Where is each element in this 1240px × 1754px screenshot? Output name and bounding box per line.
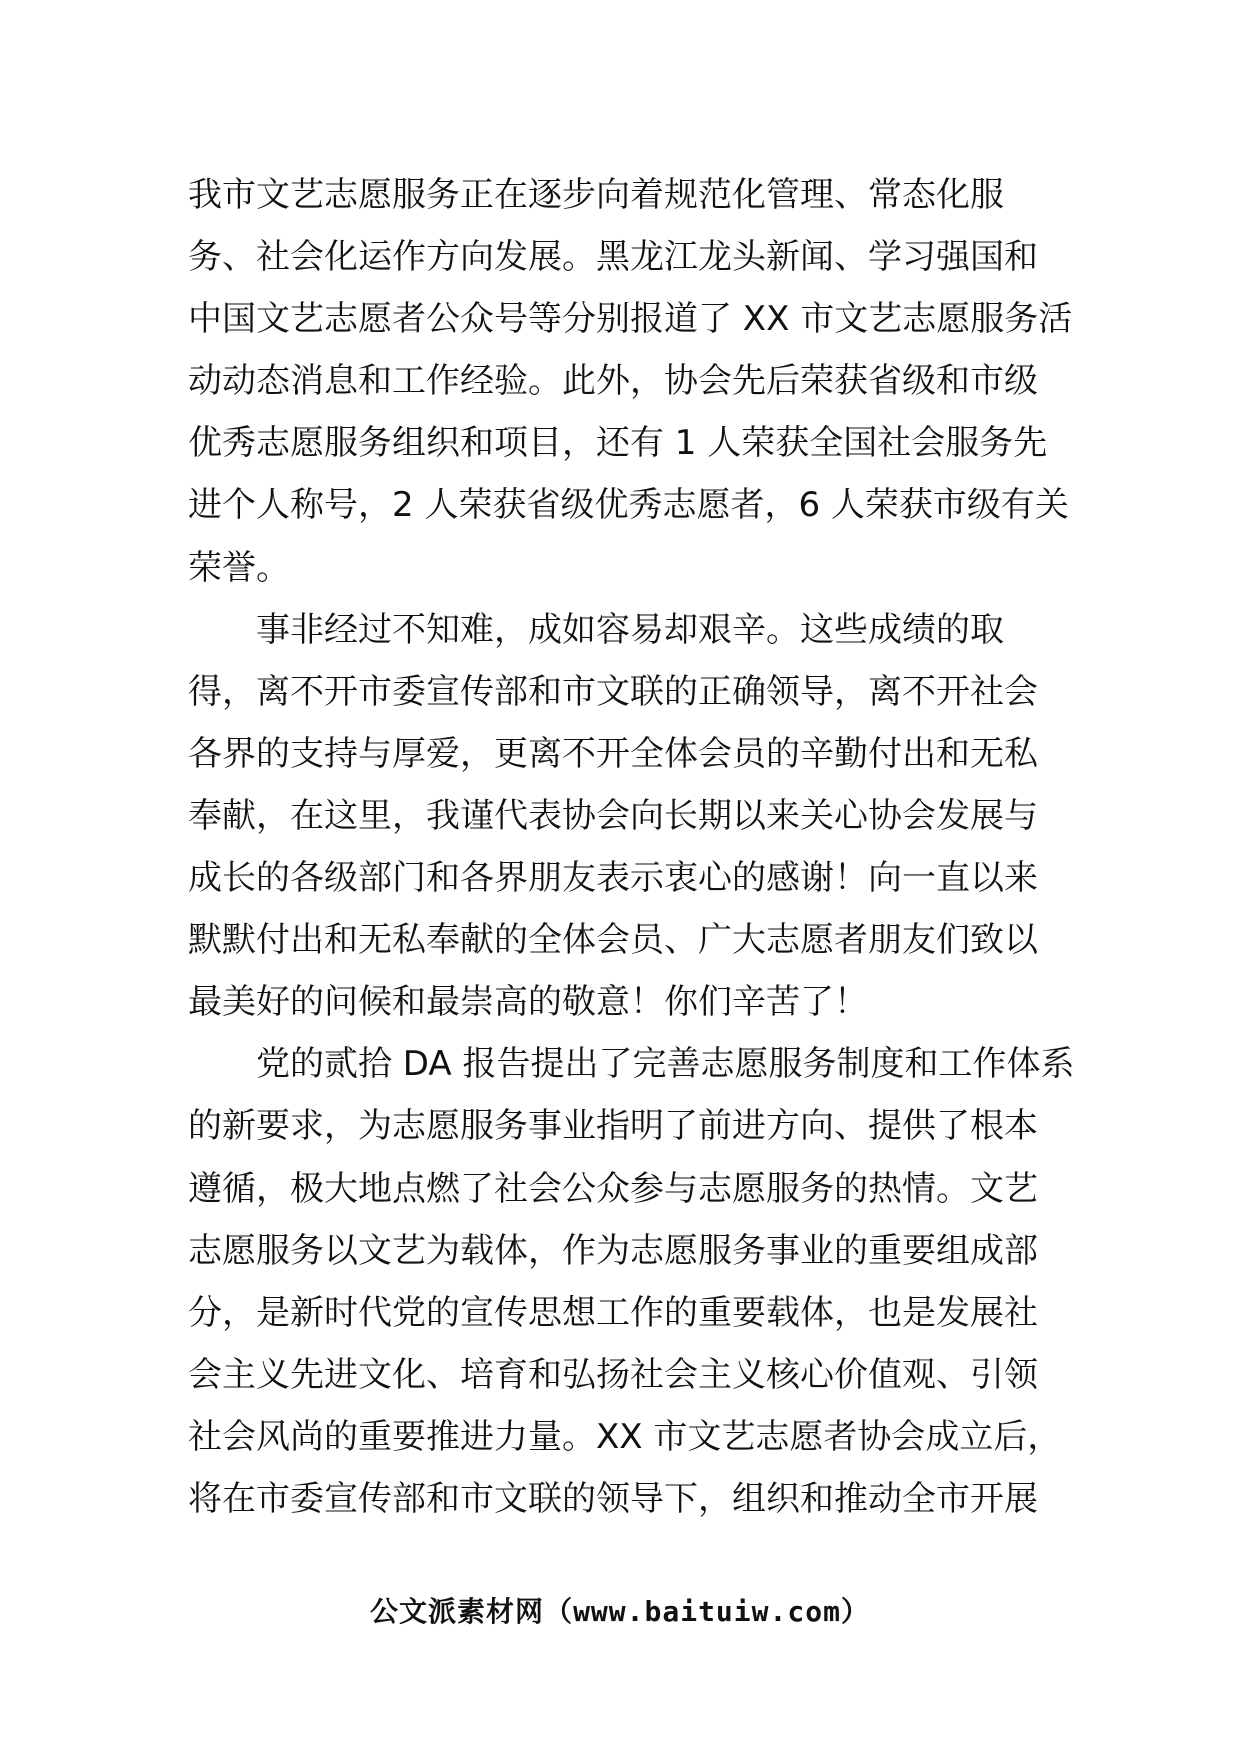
text-line: 务、社会化运作方向发展。黑龙江龙头新闻、学习强国和 bbox=[188, 237, 1038, 278]
text-line: 最美好的问候和最崇高的敬意！你们辛苦了！ bbox=[188, 982, 868, 1023]
text-line: 将在市委宣传部和市文联的领导下，组织和推动全市开展 bbox=[188, 1478, 1038, 1519]
text-line: 我市文艺志愿服务正在逐步向着规范化管理、常态化服 bbox=[188, 175, 1004, 215]
footer-site-url: （www.baituiw.com） bbox=[544, 1595, 870, 1628]
text-line: 志愿服务以文艺为载体，作为志愿服务事业的重要组成部 bbox=[188, 1230, 1038, 1271]
text-line: 各界的支持与厚爱，更离不开全体会员的辛勤付出和无私 bbox=[188, 733, 1038, 774]
text-line: 得，离不开市委宣传部和市文联的正确领导，离不开社会 bbox=[188, 671, 1038, 712]
text-line: 中国文艺志愿者公众号等分别报道了 XX 市文艺志愿服务活 bbox=[188, 299, 1073, 340]
text-line: 奉献，在这里，我谨代表协会向长期以来关心协会发展与 bbox=[188, 795, 1038, 836]
paragraph-first-line: 党的贰拾 DA 报告提出了完善志愿服务制度和工作体系 bbox=[256, 1044, 1075, 1085]
text-line: 优秀志愿服务组织和项目，还有 1 人荣获全国社会服务先 bbox=[188, 423, 1048, 464]
document-body bbox=[188, 164, 1075, 1530]
text-line: 默默付出和无私奉献的全体会员、广大志愿者朋友们致以 bbox=[188, 920, 1038, 961]
paragraph-first-line: 事非经过不知难，成如容易却艰辛。这些成绩的取 bbox=[256, 609, 1004, 650]
text-line: 的新要求，为志愿服务事业指明了前进方向、提供了根本 bbox=[188, 1106, 1038, 1147]
text-line: 荣誉。 bbox=[188, 547, 290, 588]
text-line: 成长的各级部门和各界朋友表示衷心的感谢！向一直以来 bbox=[188, 858, 1038, 899]
page-footer-watermark bbox=[0, 1590, 1240, 1630]
text-line: 遵循，极大地点燃了社会公众参与志愿服务的热情。文艺 bbox=[188, 1168, 1038, 1209]
footer-site-name: 公文派素材网 bbox=[370, 1595, 545, 1628]
text-line: 进个人称号，2 人荣获省级优秀志愿者，6 人荣获市级有关 bbox=[188, 485, 1069, 526]
text-line: 动动态消息和工作经验。此外，协会先后荣获省级和市级 bbox=[188, 361, 1038, 402]
text-line: 会主义先进文化、培育和弘扬社会主义核心价值观、引领 bbox=[188, 1354, 1038, 1395]
text-line: 社会风尚的重要推进力量。XX 市文艺志愿者协会成立后， bbox=[188, 1416, 1062, 1457]
text-line: 分，是新时代党的宣传思想工作的重要载体，也是发展社 bbox=[188, 1292, 1038, 1333]
